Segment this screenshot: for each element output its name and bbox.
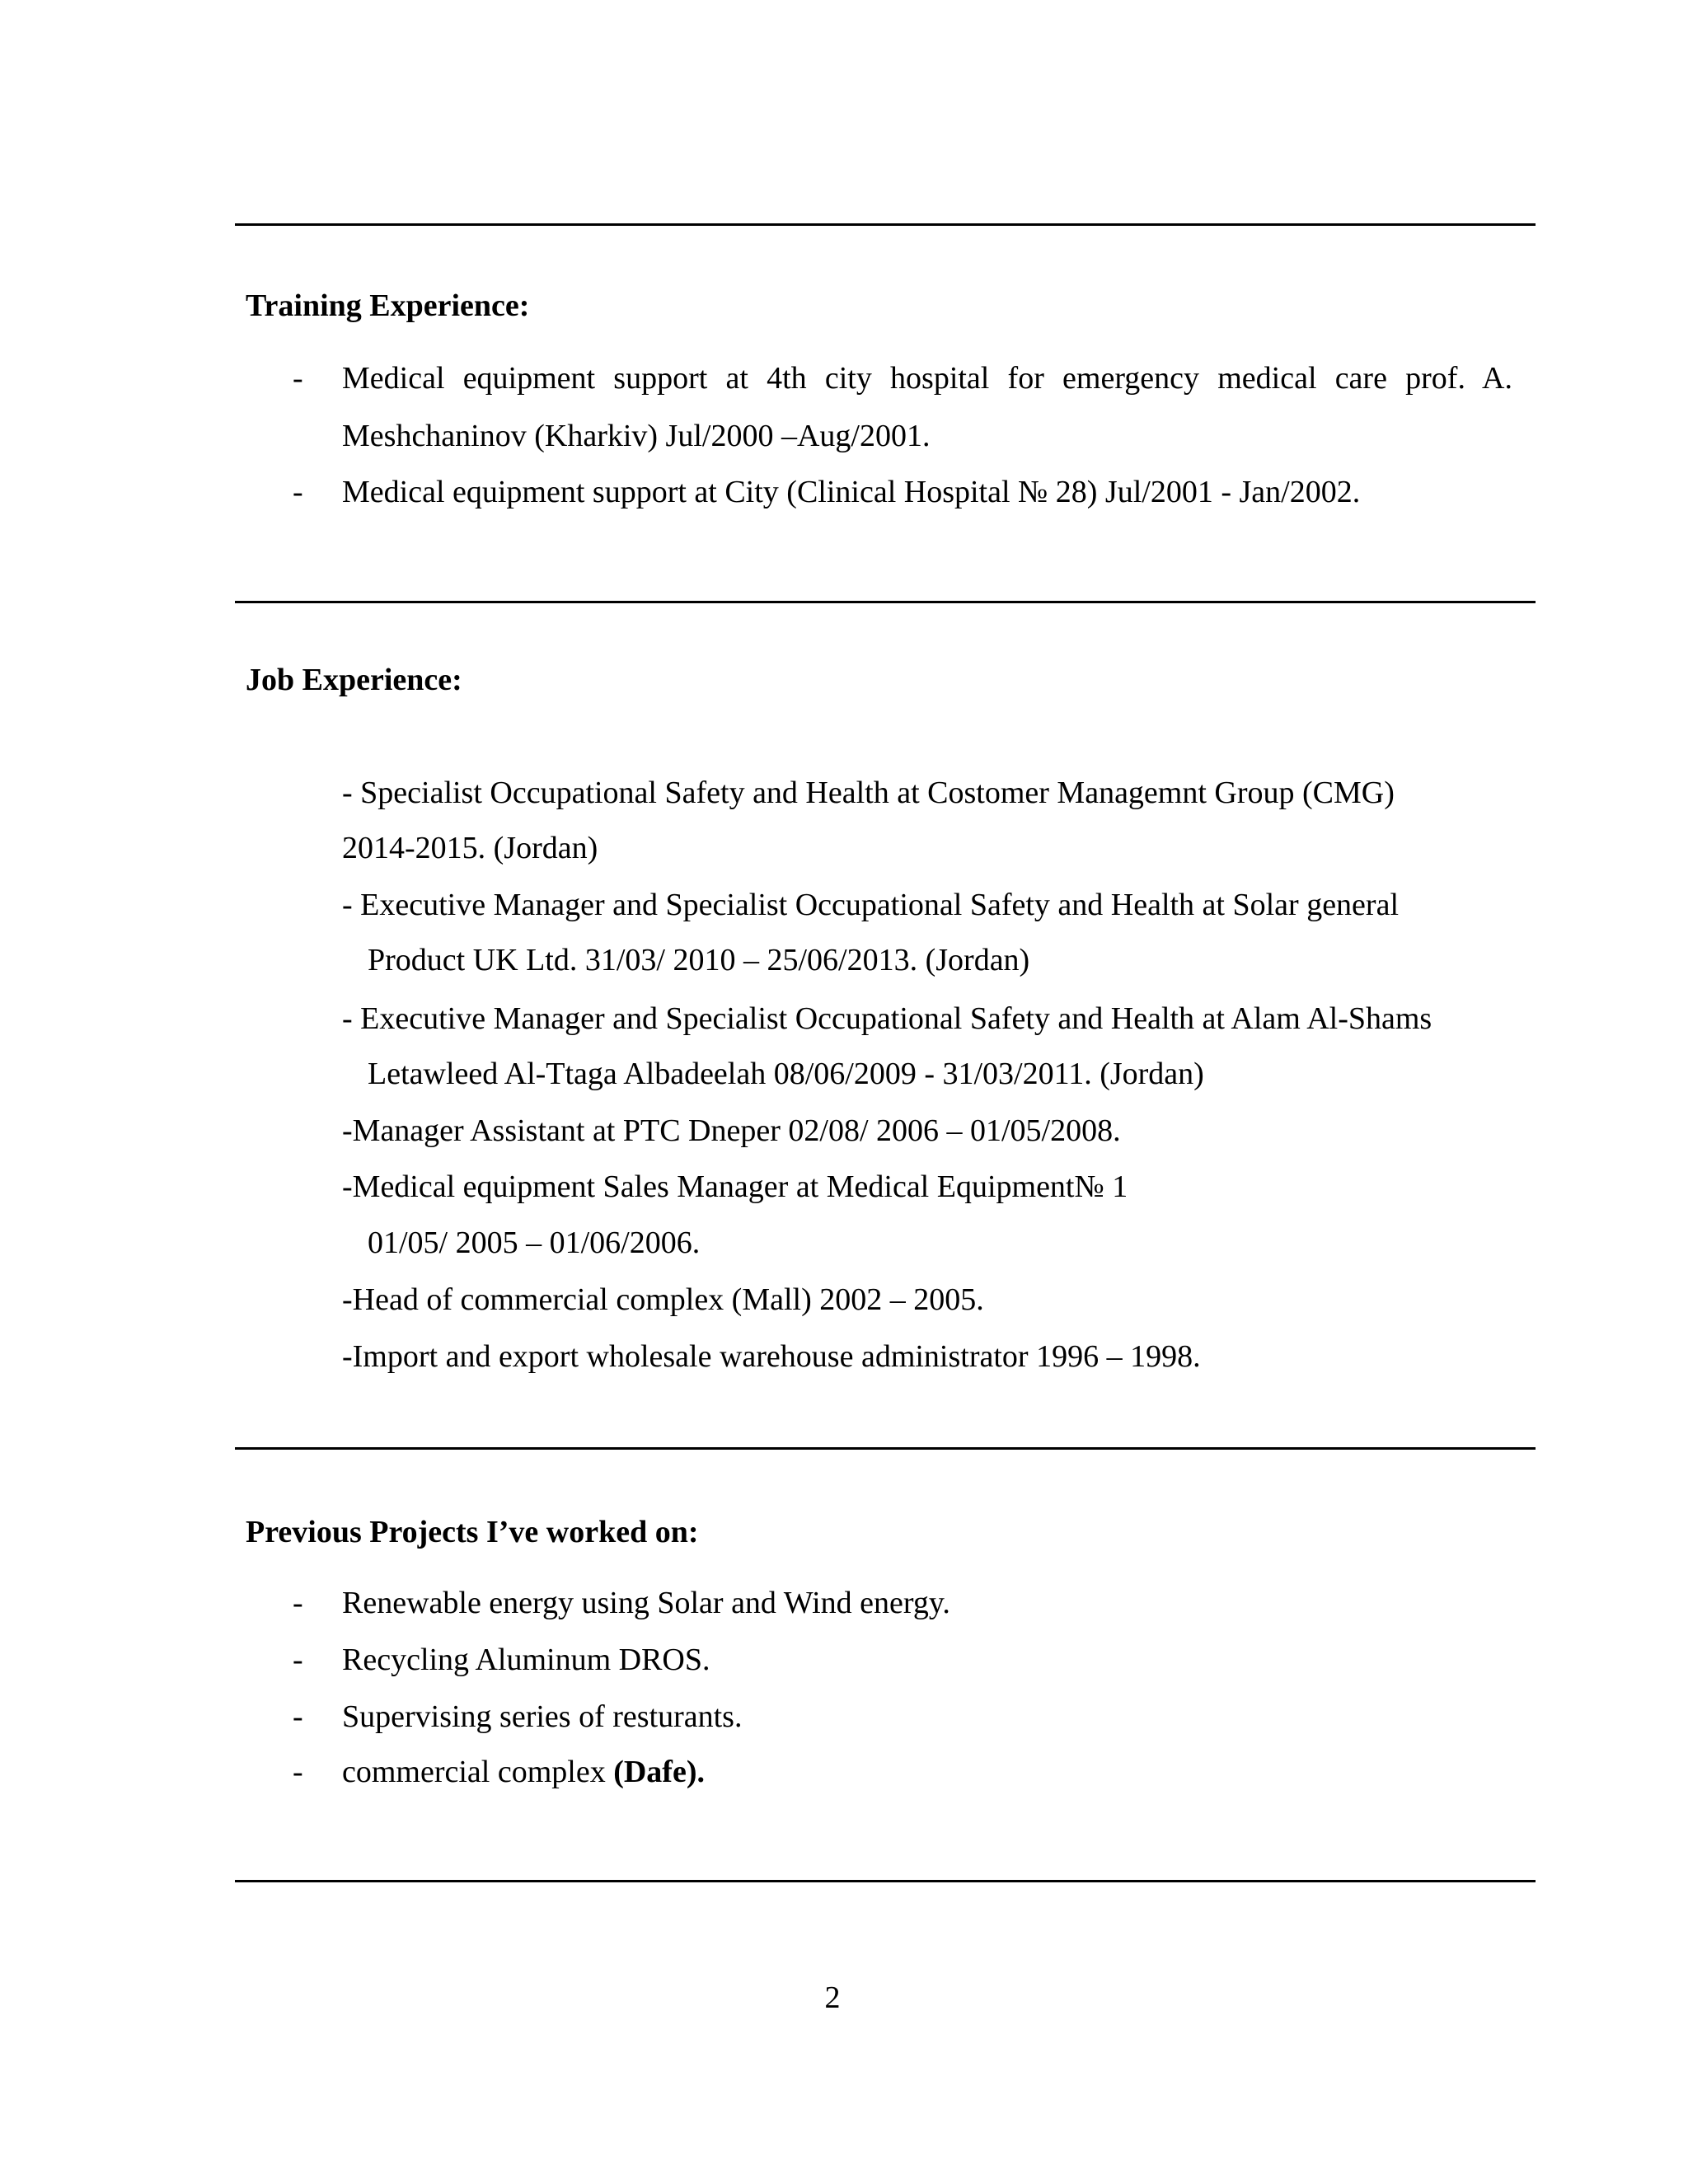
project-item-4-text: commercial complex — [342, 1755, 614, 1789]
project-item-2: Recycling Aluminum DROS. — [342, 1643, 710, 1677]
job-line-10: -Head of commercial complex (Mall) 2002 – 2005. — [342, 1282, 984, 1317]
training-item-1-line2: Meshchaninov (Kharkiv) Jul/2000 –Aug/2001. — [342, 419, 931, 453]
project-item-1: Renewable energy using Solar and Wind energy. — [342, 1586, 950, 1620]
section-divider-training-end — [235, 601, 1536, 603]
job-line-3: - Executive Manager and Specialist Occupational Safety and Health at Solar general — [342, 888, 1399, 922]
section-divider-top — [235, 223, 1536, 226]
job-line-7: -Manager Assistant at PTC Dneper 02/08/ 2006 – 01/05/2008. — [342, 1113, 1121, 1148]
projects-bullet-3: - — [293, 1699, 303, 1734]
job-line-11: -Import and export wholesale warehouse administrator 1996 – 1998. — [342, 1339, 1201, 1374]
training-bullet-1: - — [293, 361, 303, 396]
job-line-1: - Specialist Occupational Safety and Health at Costomer Managemnt Group (CMG) — [342, 776, 1395, 810]
project-item-4 — [342, 1756, 705, 1788]
project-item-3: Supervising series of resturants. — [342, 1699, 743, 1734]
projects-heading: Previous Projects I’ve worked on: — [246, 1515, 699, 1549]
job-line-5: - Executive Manager and Specialist Occupational Safety and Health at Alam Al-Shams — [342, 1001, 1432, 1036]
projects-bullet-4: - — [293, 1755, 303, 1789]
section-divider-projects-end — [235, 1880, 1536, 1882]
projects-bullet-2: - — [293, 1643, 303, 1677]
job-line-4: Product UK Ltd. 31/03/ 2010 – 25/06/2013. (Jordan) — [368, 943, 1030, 977]
job-line-6: Letawleed Al-Ttaga Albadeelah 08/06/2009 - 31/03/2011. (Jordan) — [368, 1057, 1204, 1091]
page-number: 2 — [824, 1980, 841, 2015]
job-line-9: 01/05/ 2005 – 01/06/2006. — [368, 1226, 701, 1260]
training-item-1-line1: Medical equipment support at 4th city hospital for emergency medical care prof. A. — [342, 361, 1512, 396]
training-bullet-2: - — [293, 475, 303, 509]
project-item-4-bold: (Dafe). — [613, 1755, 705, 1789]
job-heading: Job Experience: — [246, 663, 462, 697]
job-line-8: -Medical equipment Sales Manager at Medical Equipment№ 1 — [342, 1169, 1128, 1204]
training-item-2: Medical equipment support at City (Clinical Hospital № 28) Jul/2001 - Jan/2002. — [342, 475, 1361, 509]
projects-bullet-1: - — [293, 1586, 303, 1620]
job-line-2: 2014-2015. (Jordan) — [342, 831, 598, 865]
training-heading: Training Experience: — [246, 288, 530, 323]
section-divider-job-end — [235, 1447, 1536, 1450]
